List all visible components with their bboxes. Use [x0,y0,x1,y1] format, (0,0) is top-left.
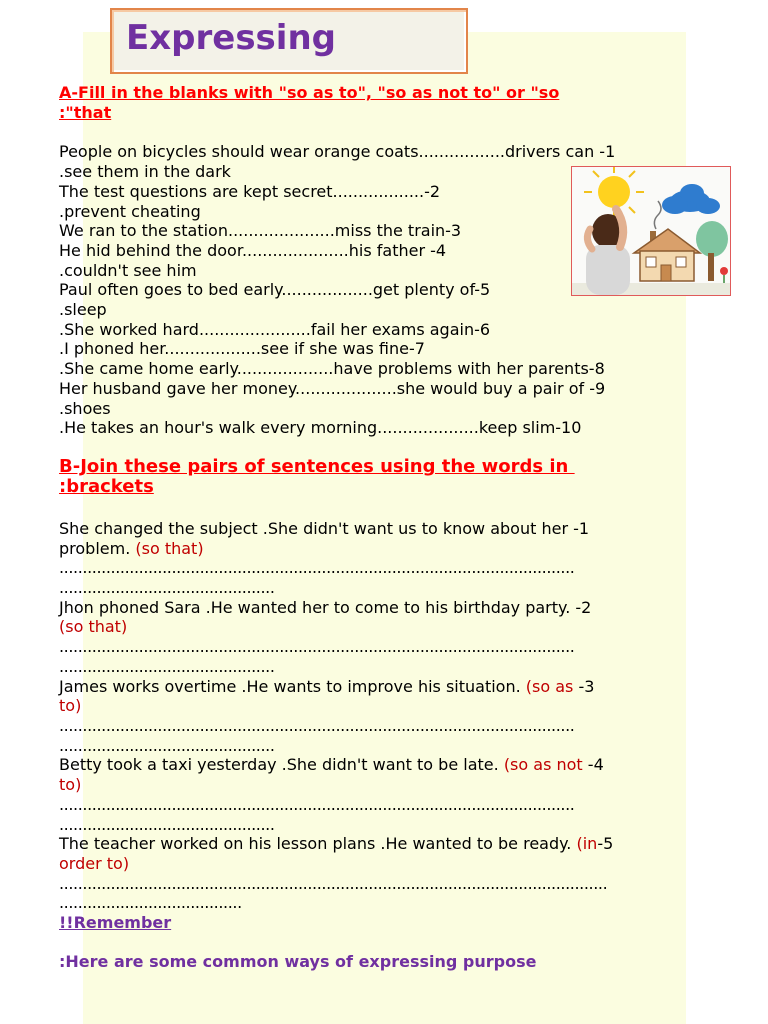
section-a-heading-line2: :"that [59,102,112,122]
bracket-hint: (so as [525,676,574,696]
join-sentence-cont [59,539,699,559]
exercise-line: .He takes an hour's walk every morning....................keep slim-10 [59,418,582,438]
worksheet-content [59,83,699,972]
item-number: -5 [597,834,614,854]
answer-blank[interactable]: .............................................. [59,735,275,755]
join-sentence: Jhon phoned Sara .He wanted her to come to his birthday party. -2 [59,597,592,617]
join-sentence-text: problem. [59,538,136,558]
section-a-heading [59,83,699,122]
exercise-line: Paul often goes to bed early..................get plenty of-5 [59,280,491,300]
answer-blank[interactable]: .............................................. [59,578,275,598]
purpose-line: :Here are some common ways of expressing purpose [59,952,537,972]
join-sentence [59,834,699,854]
section-a-lines [59,142,699,438]
exercise-line: .see them in the dark [59,162,231,182]
exercise-line: People on bicycles should wear orange coats.................drivers can -1 [59,142,616,162]
item-number: -4 [582,755,604,775]
join-sentence-text: James works overtime .He wants to improve his situation. [59,676,526,696]
exercise-line: Her husband gave her money....................she would buy a pair of -9 [59,378,606,398]
join-item [59,519,699,598]
answer-blank[interactable]: ....................................... [59,893,242,913]
join-sentence-text: Betty took a taxi yesterday .She didn't want to be late. [59,755,504,775]
join-sentence [59,755,699,775]
join-sentence: She changed the subject .She didn't want us to know about her -1 [59,518,590,538]
join-sentence-text: The teacher worked on his lesson plans .He wanted to be ready. [59,834,577,854]
bracket-hint: (so that) [59,617,128,637]
exercise-line: The test questions are kept secret..................-2 [59,181,441,201]
answer-blank[interactable]: .............................................. [59,656,275,676]
join-item [59,598,699,677]
answer-blank[interactable]: .............................................................................................................. [59,558,575,578]
exercise-line: .sleep [59,300,107,320]
exercise-line: .prevent cheating [59,201,201,221]
join-sentence-cont [59,854,699,874]
exercise-line: .She worked hard......................fail her exams again-6 [59,319,491,339]
remember-heading: !!Remember [59,913,172,933]
answer-blank[interactable]: .............................................................................................................. [59,715,575,735]
join-sentence-cont [59,775,699,795]
bracket-hint: order to) [59,853,130,873]
bracket-hint: (in [576,834,598,854]
section-a-heading-line1: A-Fill in the blanks with "so as to", "so as not to" or "so [59,83,560,102]
bracket-hint: to) [59,696,82,716]
join-sentence-cont [59,617,699,637]
answer-blank[interactable]: .............................................. [59,814,275,834]
bracket-hint: (so as not [503,755,583,775]
join-item [59,755,699,834]
join-item [59,834,699,913]
item-number: -3 [573,676,595,696]
title-box [110,8,468,74]
section-b-heading-line1: B-Join these pairs of sentences using the words in [59,455,575,477]
exercise-line: He hid behind the door.....................his father -4 [59,240,447,260]
page-title: Expressing [126,18,336,58]
exercise-line: .shoes [59,398,111,418]
answer-blank[interactable]: .............................................................................................................. [59,637,575,657]
section-b-heading-line2: :brackets [59,475,154,497]
join-item [59,677,699,756]
join-sentence-cont [59,696,699,716]
bracket-hint: to) [59,775,82,795]
answer-blank[interactable]: .............................................................................................................. [59,794,575,814]
exercise-line: .couldn't see him [59,260,197,280]
join-sentence [59,677,699,697]
exercise-line: .She came home early...................have problems with her parents-8 [59,359,605,379]
answer-blank[interactable]: ..................................................................................................................... [59,873,608,893]
exercise-line: We ran to the station.....................miss the train-3 [59,221,462,241]
bracket-hint: (so that) [135,538,204,558]
exercise-line: .I phoned her...................see if she was fine-7 [59,339,425,359]
section-b-heading [59,457,699,497]
